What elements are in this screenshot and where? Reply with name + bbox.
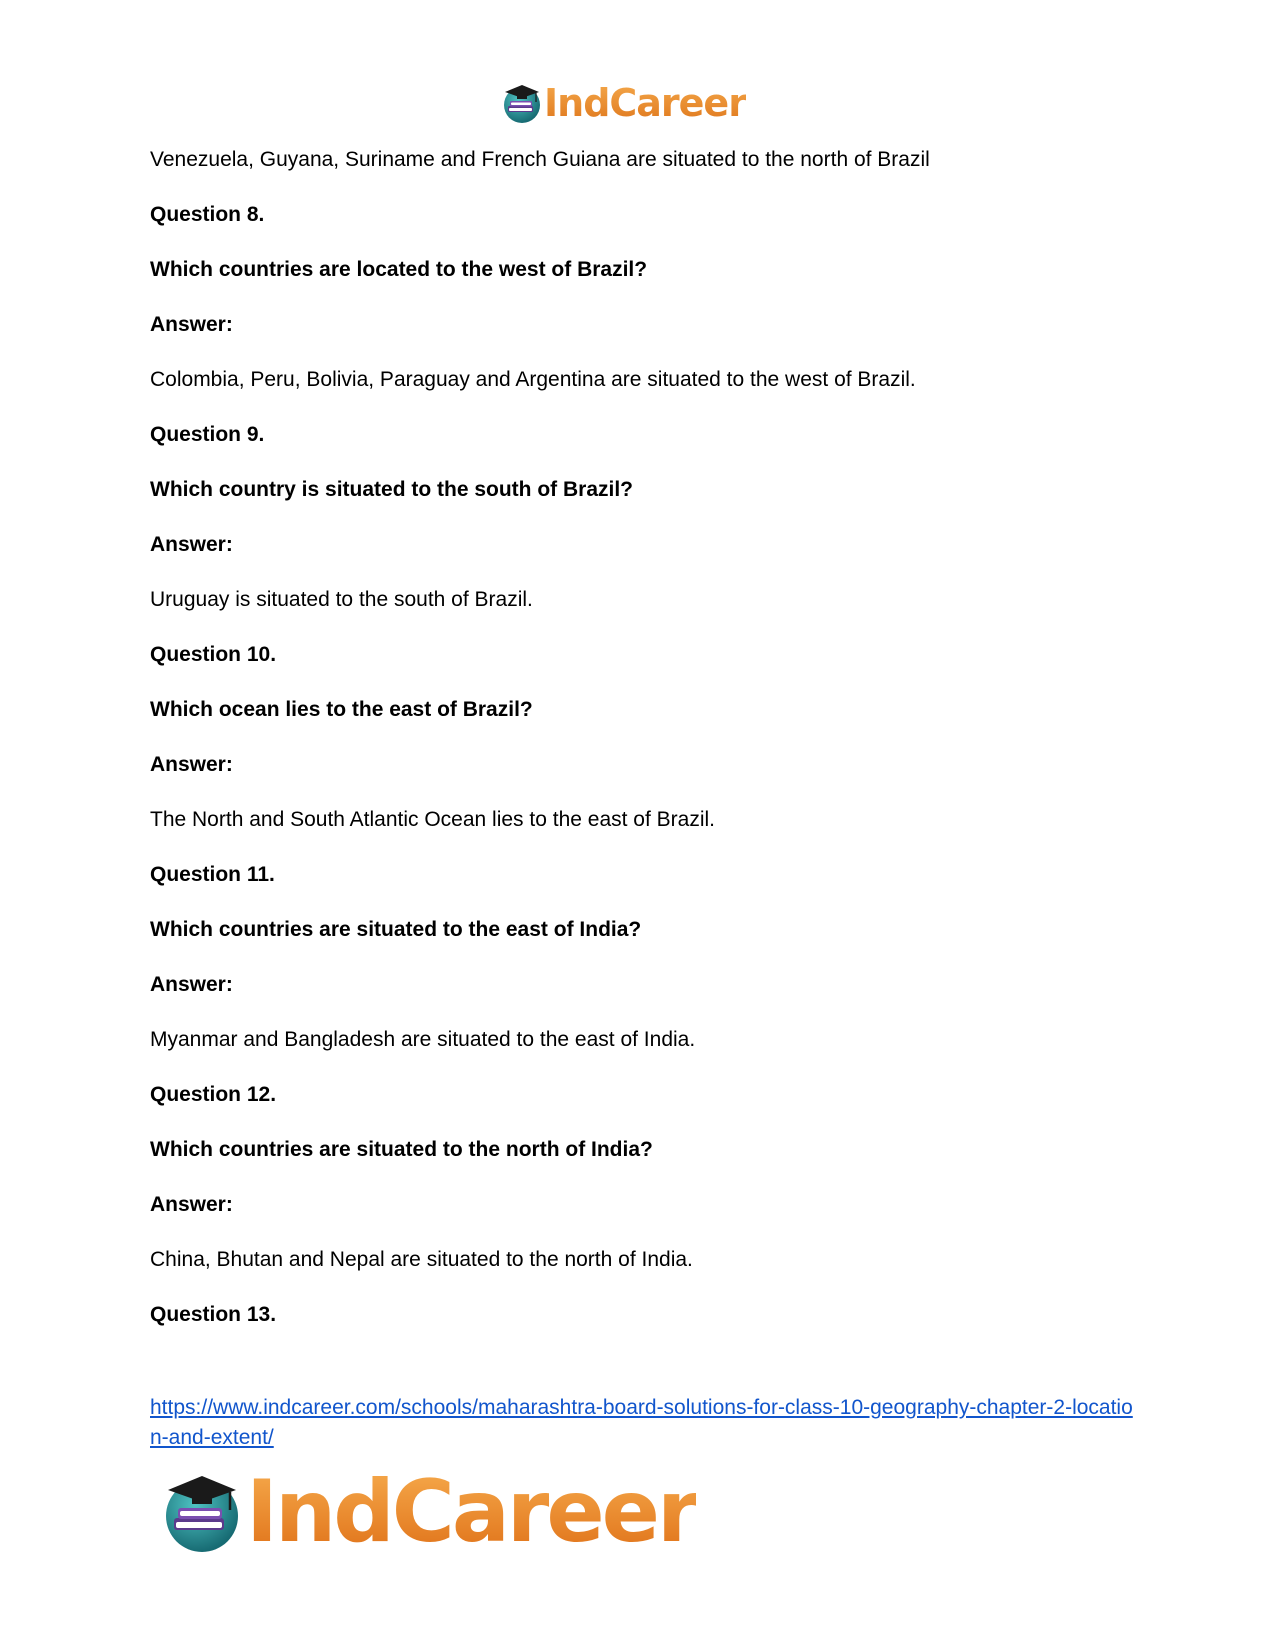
source-link[interactable]: https://www.indcareer.com/schools/maharashtra-board-solutions-for-class-10-geography-chapter-2-location-and-extent/ xyxy=(150,1396,1133,1449)
answer-text: The North and South Atlantic Ocean lies to the east of Brazil. xyxy=(150,808,715,831)
answer-text: China, Bhutan and Nepal are situated to the north of India. xyxy=(150,1248,693,1271)
answer-text: Venezuela, Guyana, Suriname and French Guiana are situated to the north of Brazil xyxy=(150,148,930,171)
answer-label: Answer: xyxy=(150,753,233,776)
header-logo xyxy=(501,78,746,128)
question-text: Which countries are situated to the east of India? xyxy=(150,918,642,941)
question-number: Question 9. xyxy=(150,423,265,446)
question-number: Question 13. xyxy=(150,1303,277,1326)
question-number: Question 11. xyxy=(150,863,275,886)
question-number: Question 8. xyxy=(150,203,265,226)
document-body xyxy=(150,144,1130,1354)
question-text: Which countries are located to the west of Brazil? xyxy=(150,258,648,281)
logo-wordmark: IndCareer xyxy=(544,81,746,125)
logo-wordmark: IndCareer xyxy=(246,1462,697,1562)
answer-text: Colombia, Peru, Bolivia, Paraguay and Argentina are situated to the west of Brazil. xyxy=(150,368,916,391)
question-number: Question 12. xyxy=(150,1083,277,1106)
question-text: Which countries are situated to the north of India? xyxy=(150,1138,653,1161)
question-text: Which country is situated to the south of Brazil? xyxy=(150,478,634,501)
answer-label: Answer: xyxy=(150,1193,233,1216)
answer-text: Myanmar and Bangladesh are situated to the east of India. xyxy=(150,1028,696,1051)
question-text: Which ocean lies to the east of Brazil? xyxy=(150,698,533,721)
question-number: Question 10. xyxy=(150,643,277,666)
graduation-globe-icon xyxy=(501,82,543,124)
answer-label: Answer: xyxy=(150,973,233,996)
answer-label: Answer: xyxy=(150,533,233,556)
graduation-globe-icon xyxy=(160,1470,244,1554)
answer-label: Answer: xyxy=(150,313,233,336)
answer-text: Uruguay is situated to the south of Brazil. xyxy=(150,588,533,611)
footer-logo xyxy=(160,1462,696,1562)
